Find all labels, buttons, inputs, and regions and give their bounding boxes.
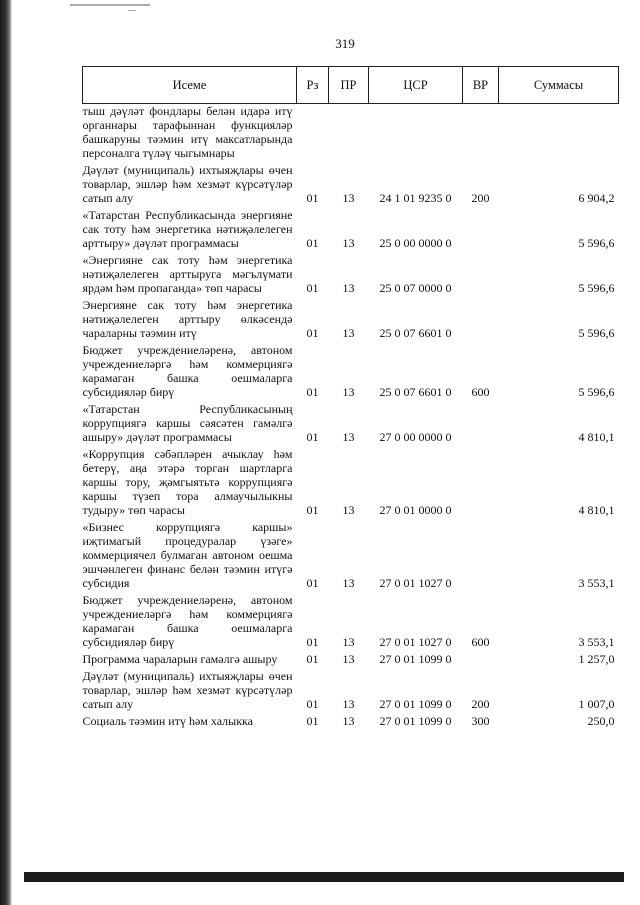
row-name: Бюджет учреждениеләренә, автоном учреждениеләргә һәм коммерциягә карамаган башка оешмаларга субсидияләр бирү: [82, 343, 293, 399]
row-pr: 13: [342, 385, 355, 399]
row-name: тыш дәүләт фондлары белән идарә итү органнары тарафыннан функцияләр башкаруны тәэмин итү максатларында персоналга түләү чыгымнары: [82, 104, 293, 160]
row-sum: 6 904,2: [578, 191, 615, 205]
row-pr: 13: [342, 635, 355, 649]
row-name: Дәүләт (муниципаль) ихтыяҗлары өчен товарлар, эшләр һәм хезмәт күрсәтүләр сатып алу: [82, 669, 293, 711]
header-sum: Суммасы: [499, 67, 619, 104]
row-rz: 01: [306, 191, 319, 205]
row-rz: 01: [306, 281, 319, 295]
header-name: Исеме: [83, 67, 297, 104]
row-pr: [329, 104, 369, 164]
row-vr: [463, 520, 499, 593]
row-vr: [463, 402, 499, 447]
scan-left-edge: [0, 0, 12, 905]
row-name: Энергияне сак тоту һәм энергетика нәтиҗәлелеген арттыру өлкәсендә чараларны тәэмин итү: [82, 298, 293, 340]
row-sum: 5 596,6: [578, 236, 615, 250]
row-csr: 27 0 01 1099 0: [379, 714, 452, 728]
row-sum: 5 596,6: [578, 385, 615, 399]
table-row: [83, 593, 619, 652]
header-vr: ВР: [463, 67, 499, 104]
row-vr: 600: [471, 635, 490, 649]
row-vr: 200: [471, 697, 490, 711]
row-rz: 01: [306, 714, 319, 728]
page-number: 319: [335, 36, 355, 51]
row-pr: 13: [342, 430, 355, 444]
row-vr: [463, 104, 499, 164]
row-csr: [369, 104, 463, 164]
row-pr: 13: [342, 281, 355, 295]
row-name: Социаль тәэмин итү һәм халыкка: [82, 714, 254, 728]
table-row: [83, 298, 619, 343]
row-rz: 01: [306, 652, 319, 666]
row-rz: 01: [306, 430, 319, 444]
table-row: [83, 163, 619, 208]
header-csr: ЦСР: [369, 67, 463, 104]
row-csr: 27 0 01 1099 0: [379, 697, 452, 711]
scan-top-mark: [70, 4, 150, 6]
row-pr: 13: [342, 326, 355, 340]
row-sum: 3 553,1: [578, 576, 615, 590]
row-sum: 1 007,0: [578, 697, 615, 711]
row-csr: 24 1 01 9235 0: [379, 191, 452, 205]
row-vr: 300: [471, 714, 490, 728]
row-vr: [463, 298, 499, 343]
row-rz: 01: [306, 236, 319, 250]
row-csr: 25 0 07 6601 0: [379, 385, 452, 399]
budget-table: [82, 66, 619, 731]
row-name: «Татарстан Республикасының коррупциягә каршы сәясәтен гамәлгә ашыру» дәүләт программасы: [82, 402, 293, 444]
row-pr: 13: [342, 714, 355, 728]
row-rz: 01: [306, 635, 319, 649]
row-name: Программа чараларын гамәлгә ашыру: [82, 652, 278, 666]
table-row: [83, 208, 619, 253]
row-rz: 01: [306, 697, 319, 711]
row-vr: [463, 447, 499, 520]
row-name: «Энергияне сак тоту һәм энергетика нәтиҗәлелеген арттыруга мәгълүмати ярдәм һәм пропаганда» төп чарасы: [82, 253, 293, 295]
row-csr: 27 0 01 1027 0: [379, 635, 452, 649]
table-row: [83, 520, 619, 593]
row-sum: 250,0: [587, 714, 615, 728]
row-sum: 4 810,1: [578, 430, 615, 444]
table-row: [83, 447, 619, 520]
scan-bottom-edge: [24, 872, 624, 882]
header-pr: ПР: [329, 67, 369, 104]
row-csr: 25 0 07 6601 0: [379, 326, 452, 340]
table-header-row: [83, 67, 619, 104]
row-csr: 27 0 01 0000 0: [379, 503, 452, 517]
table-row: [83, 402, 619, 447]
table-row: [83, 652, 619, 669]
row-vr: [463, 253, 499, 298]
row-name: Бюджет учреждениеләренә, автоном учреждениеләргә һәм коммерциягә карамаган башка оешмаларга субсидияләр бирү: [82, 593, 293, 649]
row-rz: 01: [306, 576, 319, 590]
row-vr: [463, 652, 499, 669]
row-csr: 27 0 01 1027 0: [379, 576, 452, 590]
row-pr: 13: [342, 576, 355, 590]
row-name: «Бизнес коррупциягә каршы» иҗтимагый процедуралар үзәге» коммерциячел булмаган автоном оешма эшчәнлеген финанс белән тәэмин итүгә субсидия: [82, 520, 293, 590]
row-csr: 25 0 07 0000 0: [379, 281, 452, 295]
row-sum: 3 553,1: [578, 635, 615, 649]
row-csr: 25 0 00 0000 0: [379, 236, 452, 250]
row-csr: 27 0 01 1099 0: [379, 652, 452, 666]
row-sum: 1 257,0: [578, 652, 615, 666]
row-name: Дәүләт (муниципаль) ихтыяҗлары өчен товарлар, эшләр һәм хезмәт күрсәтүләр сатып алу: [82, 163, 293, 205]
row-vr: 600: [471, 385, 490, 399]
row-pr: 13: [342, 503, 355, 517]
row-sum: 5 596,6: [578, 281, 615, 295]
row-pr: 13: [342, 652, 355, 666]
row-rz: 01: [306, 503, 319, 517]
table-row: [83, 104, 619, 164]
row-name: «Коррупция сәбәпләрен ачыклау һәм бетерү, аңа этәрә торган шартларга каршы тору, җәмгыятьтә коррупциягә каршы түзеп тора алмаучылыкны тудыру» төп чарасы: [82, 447, 293, 517]
scan-top-mark: [128, 10, 136, 11]
row-vr: 200: [471, 191, 490, 205]
row-csr: 27 0 00 0000 0: [379, 430, 452, 444]
table-row: [83, 253, 619, 298]
row-sum: [499, 104, 619, 164]
row-sum: 4 810,1: [578, 503, 615, 517]
row-vr: [463, 208, 499, 253]
table-row: [83, 714, 619, 731]
row-pr: 13: [342, 697, 355, 711]
row-name: «Татарстан Республикасында энергияне сак тоту һәм энергетика нәтиҗәлелеген арттыру» дәүләт программасы: [82, 208, 293, 250]
row-pr: 13: [342, 191, 355, 205]
row-pr: 13: [342, 236, 355, 250]
row-sum: 5 596,6: [578, 326, 615, 340]
header-rz: Рз: [297, 67, 329, 104]
table-row: [83, 669, 619, 714]
row-rz: 01: [306, 385, 319, 399]
table-row: [83, 343, 619, 402]
row-rz: 01: [306, 326, 319, 340]
row-rz: [297, 104, 329, 164]
